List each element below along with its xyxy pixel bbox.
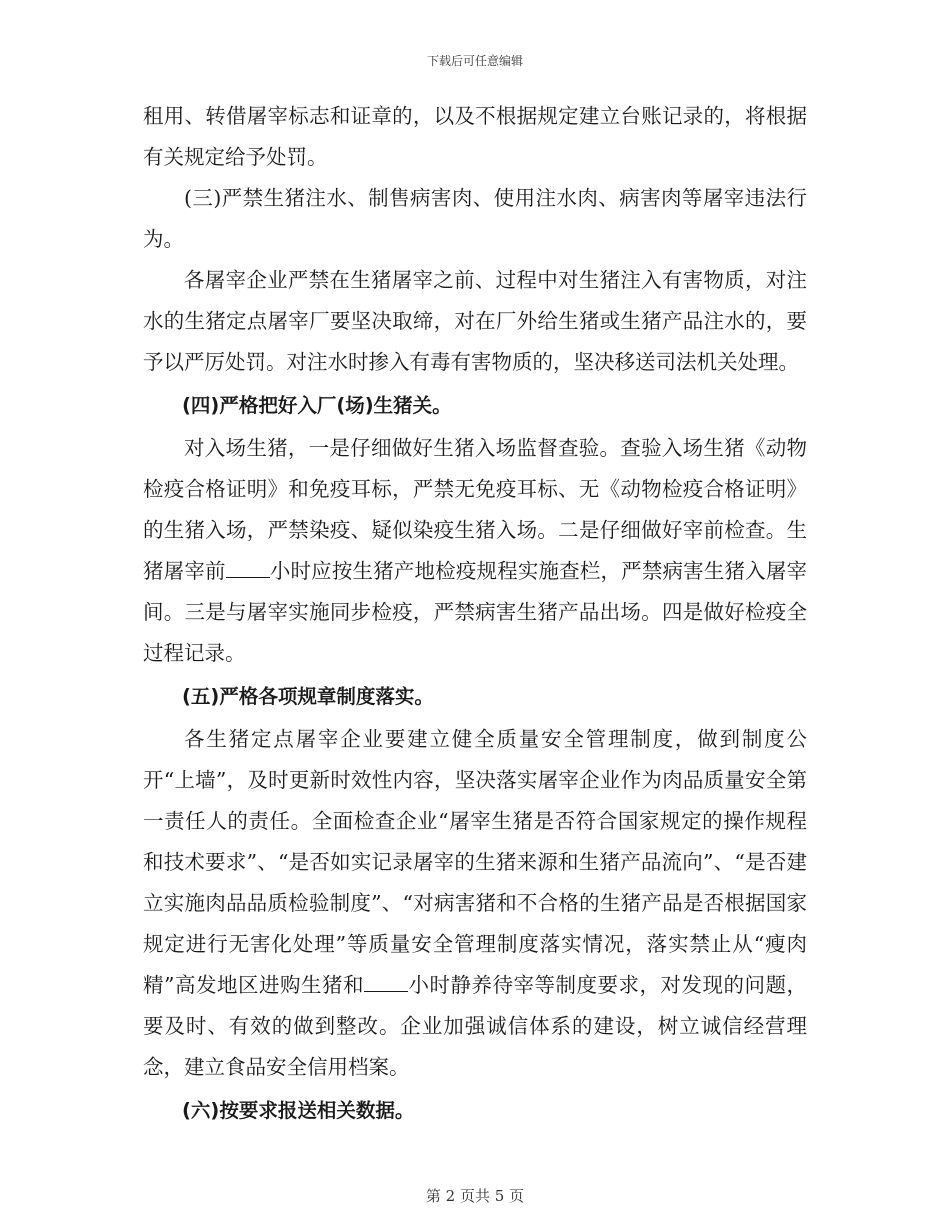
page-footer: 第 2 页共 5 页 xyxy=(425,1187,525,1205)
document-body xyxy=(143,96,807,1133)
paragraph-text-part: 小时应按生猪产地检疫规程实施查栏，严禁病害生猪入屠宰间。三是与屠宰实施同步检疫，严禁病害生猪产品出场。四是做好检疫全过程记录。 xyxy=(143,559,808,665)
paragraph-text-part: 对入场生猪，一是仔细做好生猪入场监督查验。查验入场生猪《动物检疫合格证明》和免疫耳标，严禁无免疫耳标、无《动物检疫合格证明》的生猪入场，严禁染疫、疑似染疫生猪入场。二是仔细做好宰前检查。生猪屠宰前 xyxy=(143,436,807,583)
paragraph-injection-ban: 各屠宰企业严禁在生猪屠宰之前、过程中对生猪注入有害物质，对注水的生猪定点屠宰厂要坚决取缔，对在厂外给生猪或生猪产品注水的，要予以严厉处罚。对注水时掺入有毒有害物质的，坚决移送司法机关处理。 xyxy=(143,268,807,374)
paragraph-section-3: (三)严禁生猪注水、制售病害肉、使用注水肉、病害肉等屠宰违法行为。 xyxy=(143,186,807,251)
heading-section-6: (六)按要求报送相关数据。 xyxy=(182,1099,415,1122)
paragraph-continuation: 租用、转借屠宰标志和证章的，以及不根据规定建立台账记录的，将根据有关规定给予处罚。 xyxy=(143,104,807,169)
fill-in-blank xyxy=(226,559,270,578)
fill-in-blank xyxy=(364,973,408,992)
heading-section-5: (五)严格各项规章制度落实。 xyxy=(182,685,434,708)
paragraph-text-part: 各生猪定点屠宰企业要建立健全质量安全管理制度，做到制度公开“上墙”，及时更新时效性内容，坚决落实屠宰企业作为肉品质量安全第一责任人的责任。全面检查企业“屠宰生猪是否符合国家规定的操作规程和技术要求”、“是否如实记录屠宰的生猪来源和生猪产品流向”、“是否建立实施肉品品质检验制度”、“对病害猪和不合格的生猪产品是否根据国家规定进行无害化处理”等质量安全管理制度落实情况，落实禁止从“瘦肉精”高发地区进购生猪和 xyxy=(143,727,807,997)
paragraph-entry-inspection xyxy=(143,428,807,674)
heading-section-4: (四)严格把好入厂(场)生猪关。 xyxy=(182,394,452,417)
page-header: 下载后可任意编辑 xyxy=(426,54,523,68)
paragraph-regulations xyxy=(143,719,807,1088)
paragraph-text-part: 小时静养待宰等制度要求，对发现的问题，要及时、有效的做到整改。企业加强诚信体系的建设，树立诚信经营理念，建立食品安全信用档案。 xyxy=(143,973,808,1079)
